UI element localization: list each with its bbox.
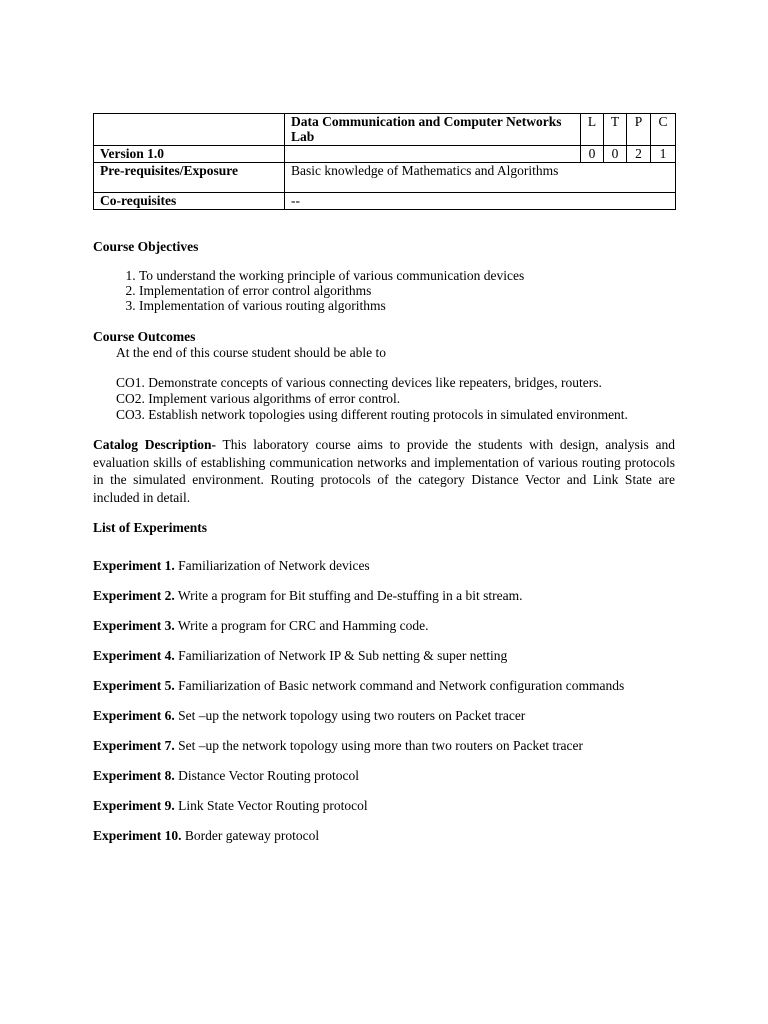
- outcome-item: CO1. Demonstrate concepts of various connecting devices like repeaters, bridges, routers.: [116, 375, 602, 390]
- table-row: [94, 163, 676, 193]
- syllabus-page: [93, 113, 675, 844]
- experiment-item: [93, 677, 675, 694]
- experiment-item: [93, 797, 675, 814]
- experiment-item: [93, 827, 675, 844]
- table-row: [94, 193, 676, 210]
- course-info-table: [93, 113, 676, 210]
- ltpc-value-p: 2: [627, 146, 651, 163]
- ltpc-value-t: 0: [604, 146, 627, 163]
- prereq-value: Basic knowledge of Mathematics and Algorithms: [285, 163, 676, 193]
- ltpc-value-l: 0: [581, 146, 604, 163]
- experiment-text: Familiarization of Network devices: [174, 557, 370, 573]
- ltpc-header-c: C: [651, 114, 676, 146]
- ltpc-header-l: L: [581, 114, 604, 146]
- experiment-item: [93, 707, 675, 724]
- experiment-item: [93, 557, 675, 574]
- coreq-value: --: [285, 193, 676, 210]
- ltpc-header-t: T: [604, 114, 627, 146]
- experiment-text: Familiarization of Network IP & Sub netting & super netting: [174, 647, 508, 663]
- experiment-item: [93, 587, 675, 604]
- version-label: Version 1.0: [94, 146, 285, 163]
- list-item: 3. Implementation of various routing algorithms: [139, 298, 675, 313]
- experiment-item: [93, 767, 675, 784]
- outcome-item: CO3. Establish network topologies using different routing protocols in simulated environment.: [116, 407, 628, 422]
- objectives-heading: Course Objectives: [93, 239, 199, 254]
- catalog-text: This laboratory course aims to provide the students with design, analysis and evaluation skills of establishing communication networks and implementation of various routing protocols in the simulated environment. Routing protocols of the category Distance Vector and Link State are included in detail.: [93, 437, 675, 506]
- experiment-text: Write a program for CRC and Hamming code.: [174, 617, 429, 633]
- experiment-text: Write a program for Bit stuffing and De-stuffing in a bit stream.: [174, 587, 523, 603]
- experiment-text: Set –up the network topology using two routers on Packet tracer: [174, 707, 526, 723]
- coreq-label: Co-requisites: [94, 193, 285, 210]
- experiment-text: Border gateway protocol: [181, 827, 320, 843]
- experiments-heading: List of Experiments: [93, 519, 207, 535]
- experiment-text: Set –up the network topology using more than two routers on Packet tracer: [174, 737, 584, 753]
- objectives-list: [93, 268, 675, 313]
- experiment-label: Experiment 1.: [93, 557, 175, 573]
- experiment-label: Experiment 9.: [93, 797, 175, 813]
- list-item: 1. To understand the working principle of various communication devices: [139, 268, 675, 283]
- catalog-description: [93, 436, 675, 507]
- empty-cell: [94, 114, 285, 146]
- experiment-item: [93, 647, 675, 664]
- experiment-label: Experiment 3.: [93, 617, 175, 633]
- experiment-label: Experiment 5.: [93, 677, 175, 693]
- empty-cell: [285, 146, 581, 163]
- course-title: Data Communication and Computer Networks Lab: [285, 114, 581, 146]
- experiment-item: [93, 617, 675, 634]
- experiment-label: Experiment 10.: [93, 827, 182, 843]
- experiment-label: Experiment 2.: [93, 587, 175, 603]
- outcomes-intro: At the end of this course student should be able to: [116, 345, 386, 360]
- ltpc-header-p: P: [627, 114, 651, 146]
- experiment-text: Link State Vector Routing protocol: [174, 797, 368, 813]
- outcome-item: CO2. Implement various algorithms of error control.: [116, 391, 401, 406]
- experiment-text: Familiarization of Basic network command and Network configuration commands: [174, 677, 625, 693]
- experiment-item: [93, 737, 675, 754]
- ltpc-value-c: 1: [651, 146, 676, 163]
- table-row: [94, 114, 676, 146]
- experiment-label: Experiment 6.: [93, 707, 175, 723]
- prereq-label: Pre-requisites/Exposure: [94, 163, 285, 193]
- table-row: [94, 146, 676, 163]
- experiment-label: Experiment 7.: [93, 737, 175, 753]
- catalog-label: Catalog Description-: [93, 437, 216, 452]
- experiment-text: Distance Vector Routing protocol: [174, 767, 359, 783]
- experiment-label: Experiment 4.: [93, 647, 175, 663]
- outcomes-heading: Course Outcomes: [93, 329, 196, 344]
- experiment-label: Experiment 8.: [93, 767, 175, 783]
- list-item: 2. Implementation of error control algorithms: [139, 283, 675, 298]
